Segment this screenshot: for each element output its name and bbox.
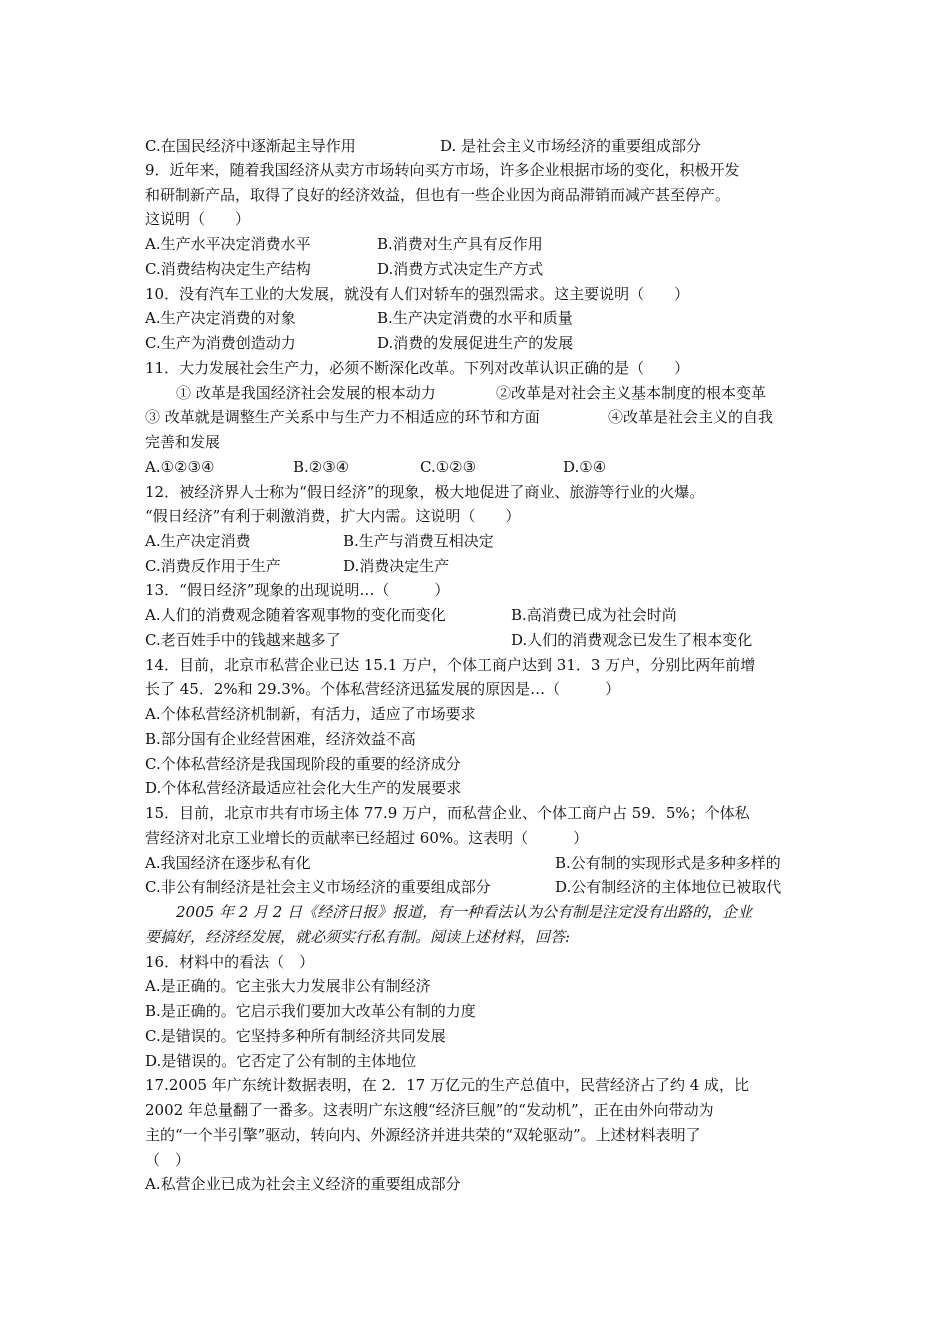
question-9: 9．近年来，随着我国经济从卖方市场转向买方市场，许多企业根据市场的变化，积极开发	[145, 161, 740, 179]
question-10: 10．没有汽车工业的大发展，就没有人们对轿车的强烈需求。这主要说明（ ）	[145, 285, 690, 303]
option-c: C.消费结构决定生产结构	[145, 260, 311, 278]
option-b: B.部分国有企业经营困难，经济效益不高	[145, 730, 416, 748]
option-b: B.②③④	[293, 458, 350, 476]
question-text: 主的“一个半引擎”驱动，转向内、外源经济并进共荣的“双轮驱动”。上述材料表明了	[145, 1126, 701, 1144]
option-d: D.消费方式决定生产方式	[377, 260, 544, 278]
option-c: C.是错误的。它坚持多种所有制经济共同发展	[145, 1027, 446, 1045]
material-text: 2005 年 2 月 2 日《经济日报》报道，有一种看法认为公有制是注定没有出路的，企业	[176, 903, 753, 921]
option-b: B.公有制的实现形式是多种多样的	[555, 854, 781, 872]
question-text: 长了 45．2%和 29.3%。个体私营经济迅猛发展的原因是…（ ）	[145, 680, 621, 698]
option-line: C.在国民经济中逐渐起主导作用	[145, 137, 356, 155]
option-c: C.生产为消费创造动力	[145, 334, 296, 352]
option-c: C.非公有制经济是社会主义市场经济的重要组成部分	[145, 878, 491, 896]
option-a: A.我国经济在逐步私有化	[145, 854, 311, 872]
option-d: D.个体私营经济最适应社会化大生产的发展要求	[145, 779, 462, 797]
option-a: A.生产决定消费的对象	[145, 309, 296, 327]
option-d: D.①④	[563, 458, 607, 476]
option-c: C.①②③	[420, 458, 477, 476]
option-d: D.是错误的。它否定了公有制的主体地位	[145, 1052, 417, 1070]
statement-3: ③ 改革就是调整生产关系中与生产力不相适应的环节和方面	[145, 408, 540, 426]
material-text: 要搞好，经济经发展，就必须实行私有制。阅读上述材料，回答:	[145, 928, 571, 946]
option-a: A.生产水平决定消费水平	[145, 235, 311, 253]
question-text: “假日经济”有利于刺激消费，扩大内需。这说明（ ）	[145, 507, 521, 525]
question-text: 完善和发展	[145, 433, 221, 451]
option-d: D.公有制经济的主体地位已被取代	[555, 878, 782, 896]
option-a: A.私营企业已成为社会主义经济的重要组成部分	[145, 1175, 461, 1193]
question-13: 13．“假日经济”现象的出现说明…（ ）	[145, 581, 450, 599]
question-11: 11．大力发展社会生产力，必须不断深化改革。下列对改革认识正确的是（ ）	[145, 359, 690, 377]
option-c: C.个体私营经济是我国现阶段的重要的经济成分	[145, 755, 461, 773]
option-a: A.①②③④	[145, 458, 215, 476]
question-15: 15．目前，北京市共有市场主体 77.9 万户，而私营企业、个体工商户占 59．5%；个体私	[145, 804, 750, 822]
question-text: 和研制新产品，取得了良好的经济效益，但也有一些企业因为商品滞销而减产甚至停产。	[145, 186, 731, 204]
statement-4: ④改革是社会主义的自我	[608, 408, 774, 426]
option-d: D.人们的消费观念已发生了根本变化	[511, 631, 753, 649]
option-a: A.个体私营经济机制新，有活力，适应了市场要求	[145, 705, 476, 723]
question-12: 12．被经济界人士称为“假日经济”的现象，极大地促进了商业、旅游等行业的火爆。	[145, 483, 705, 501]
option-line: D. 是社会主义市场经济的重要组成部分	[440, 137, 702, 155]
option-d: D.消费的发展促进生产的发展	[377, 334, 574, 352]
option-b: B.生产决定消费的水平和质量	[377, 309, 573, 327]
option-a: A.是正确的。它主张大力发展非公有制经济	[145, 977, 431, 995]
question-text: 2002 年总量翻了一番多。这表明广东这艘“经济巨舰”的“发动机”，正在由外向带动为	[145, 1101, 714, 1119]
question-14: 14．目前，北京市私营企业已达 15.1 万户，个体工商户达到 31．3 万户，分别比两年前增	[145, 656, 756, 674]
question-16: 16．材料中的看法（ ）	[145, 953, 315, 971]
option-a: A.人们的消费观念随着客观事物的变化而变化	[145, 606, 446, 624]
question-text: （ ）	[145, 1151, 191, 1169]
option-a: A.生产决定消费	[145, 532, 251, 550]
question-text: 营经济对北京工业增长的贡献率已经超过 60%。这表明（ ）	[145, 829, 589, 847]
statement-2: ②改革是对社会主义基本制度的根本变革	[496, 384, 767, 402]
option-d: D.消费决定生产	[343, 557, 450, 575]
question-17: 17.2005 年广东统计数据表明，在 2．17 万亿元的生产总值中，民营经济占了约 4 成，比	[145, 1076, 750, 1094]
option-b: B.是正确的。它启示我们要加大改革公有制的力度	[145, 1002, 476, 1020]
statement-1: ① 改革是我国经济社会发展的根本动力	[176, 384, 436, 402]
option-b: B.生产与消费互相决定	[343, 532, 494, 550]
option-c: C.消费反作用于生产	[145, 557, 281, 575]
option-b: B.消费对生产具有反作用	[377, 235, 543, 253]
option-b: B.高消费已成为社会时尚	[511, 606, 677, 624]
question-text: 这说明（ ）	[145, 210, 251, 228]
option-c: C.老百姓手中的钱越来越多了	[145, 631, 341, 649]
